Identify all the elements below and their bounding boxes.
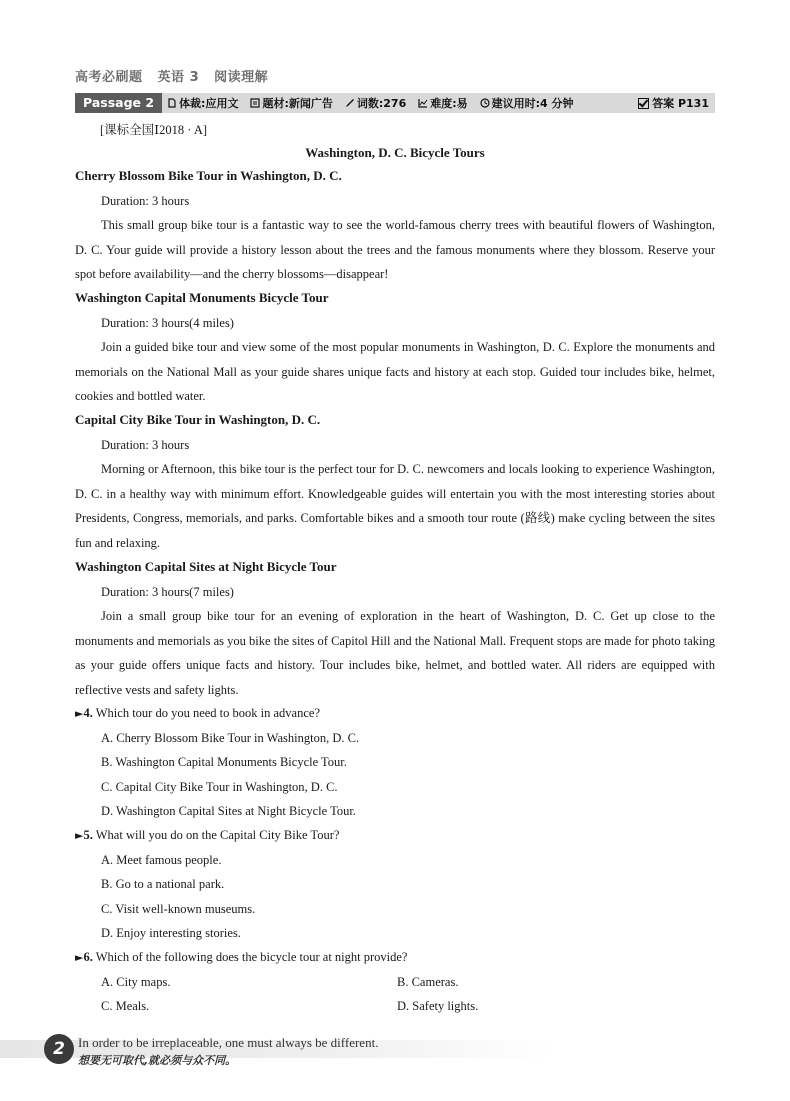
tour-description: This small group bike tour is a fantastic way to see the world-famous cherry trees with beautiful flowers of Washington, D. C. Your guide will provide a history lesson about the trees and the famous monuments where they blossom. Reserve your spot before availability—and the cherry blossoms—disappear!: [75, 218, 715, 281]
question-text: Which of the following does the bicycle tour at night provide?: [95, 950, 408, 964]
chart-icon: [418, 98, 428, 108]
answer-option[interactable]: B. Washington Capital Monuments Bicycle Tour.: [101, 755, 347, 769]
tour-description: Join a small group bike tour for an evening of exploration in the heart of Washington, D. C. Get up close to the monuments and memorials as you bike the sites of Capitol Hill and the National Mall. Frequent stops are made for photo taking as your guide offers unique facts and history. Tour includes bike, helmet, and bottled water. All riders are equipped with reflective vests and safety lights.: [75, 609, 715, 697]
pen-icon: [345, 98, 355, 108]
difficulty-info: 难度:易: [418, 95, 467, 111]
question-text: What will you do on the Capital City Bike Tour?: [95, 828, 340, 842]
motto-english: In order to be irreplaceable, one must always be different.: [78, 1035, 379, 1050]
answer-option[interactable]: D. Enjoy interesting stories.: [101, 926, 241, 940]
answer-option[interactable]: A. Cherry Blossom Bike Tour in Washington, D. C.: [101, 731, 360, 745]
answer-option[interactable]: D. Safety lights.: [397, 999, 479, 1013]
answer-page-link: 答案 P131: [638, 95, 709, 111]
list-icon: [250, 98, 260, 108]
answer-option[interactable]: C. Capital City Bike Tour in Washington, D. C.: [101, 780, 338, 794]
answer-option[interactable]: B. Go to a national park.: [101, 877, 225, 891]
answer-option[interactable]: A. Meet famous people.: [101, 853, 222, 867]
question-stem: [75, 706, 320, 721]
tour-heading: Washington Capital Monuments Bicycle Tour: [75, 290, 329, 305]
tour-heading: Capital City Bike Tour in Washington, D. C.: [75, 412, 321, 427]
question-text: Which tour do you need to book in advance?: [95, 706, 320, 720]
subject-title: 英语 3: [157, 70, 200, 85]
tour-duration: Duration: 3 hours(7 miles): [101, 584, 234, 599]
question-number: 5.: [83, 828, 93, 842]
page-number: 2: [44, 1034, 74, 1064]
time-info: 建议用时:4 分钟: [480, 95, 574, 111]
tour-section: [75, 164, 715, 287]
answer-option[interactable]: C. Meals.: [101, 999, 150, 1013]
book-header: [75, 66, 278, 85]
document-icon: [167, 98, 177, 108]
series-title: 高考必刷题: [75, 70, 143, 85]
passage-tag: Passage 2: [75, 93, 162, 113]
passage-info-bar: [75, 93, 715, 113]
topic-info: 题材:新闻广告: [250, 95, 332, 111]
tour-duration: Duration: 3 hours(4 miles): [101, 315, 234, 330]
tour-section: [75, 286, 715, 409]
answer-option[interactable]: B. Cameras.: [397, 975, 459, 989]
triangle-marker-icon: ►: [75, 951, 84, 964]
tour-section: [75, 555, 715, 702]
tour-description: Join a guided bike tour and view some of the most popular monuments in Washington, D. C. Explore the monuments and memorials on the National Mall as your guide shares unique facts and history at each stop. Guided tour includes bike, helmet, cookies and bottled water.: [75, 340, 715, 403]
section-title: 阅读理解: [214, 70, 269, 85]
passage-title: Washington, D. C. Bicycle Tours: [305, 145, 485, 160]
question-stem: [75, 828, 339, 843]
question-stem: [75, 950, 407, 965]
genre-info: 体裁:应用文: [167, 95, 238, 111]
question-number: 6.: [83, 950, 93, 964]
tour-description: Morning or Afternoon, this bike tour is the perfect tour for D. C. newcomers and locals looking to experience Washington, D. C. in a healthy way with minimum effort. Knowledgeable guides will entertain you with the most interesting stories about Presidents, Congress, memorials, and parks. Comfortable bikes and a smooth tour route (路线) make cycling between the sites fun and relaxing.: [75, 462, 715, 550]
word-count-info: 词数:276: [345, 95, 406, 111]
clock-icon: [480, 98, 490, 108]
answer-option[interactable]: D. Washington Capital Sites at Night Bicycle Tour.: [101, 804, 356, 818]
triangle-marker-icon: ►: [75, 707, 84, 720]
tour-section: [75, 408, 715, 555]
triangle-marker-icon: ►: [75, 829, 84, 842]
motto-chinese: 想要无可取代,就必须与众不同。: [78, 1054, 237, 1067]
tour-duration: Duration: 3 hours: [101, 437, 190, 452]
tour-duration: Duration: 3 hours: [101, 193, 190, 208]
answer-option[interactable]: C. Visit well-known museums.: [101, 902, 256, 916]
checkbox-icon: [638, 98, 649, 109]
tour-heading: Washington Capital Sites at Night Bicycle Tour: [75, 559, 337, 574]
question-number: 4.: [83, 706, 93, 720]
tour-heading: Cherry Blossom Bike Tour in Washington, D. C.: [75, 168, 342, 183]
answer-option[interactable]: A. City maps.: [101, 975, 171, 989]
exam-source: [课标全国Ⅰ2018 · A]: [100, 123, 208, 137]
